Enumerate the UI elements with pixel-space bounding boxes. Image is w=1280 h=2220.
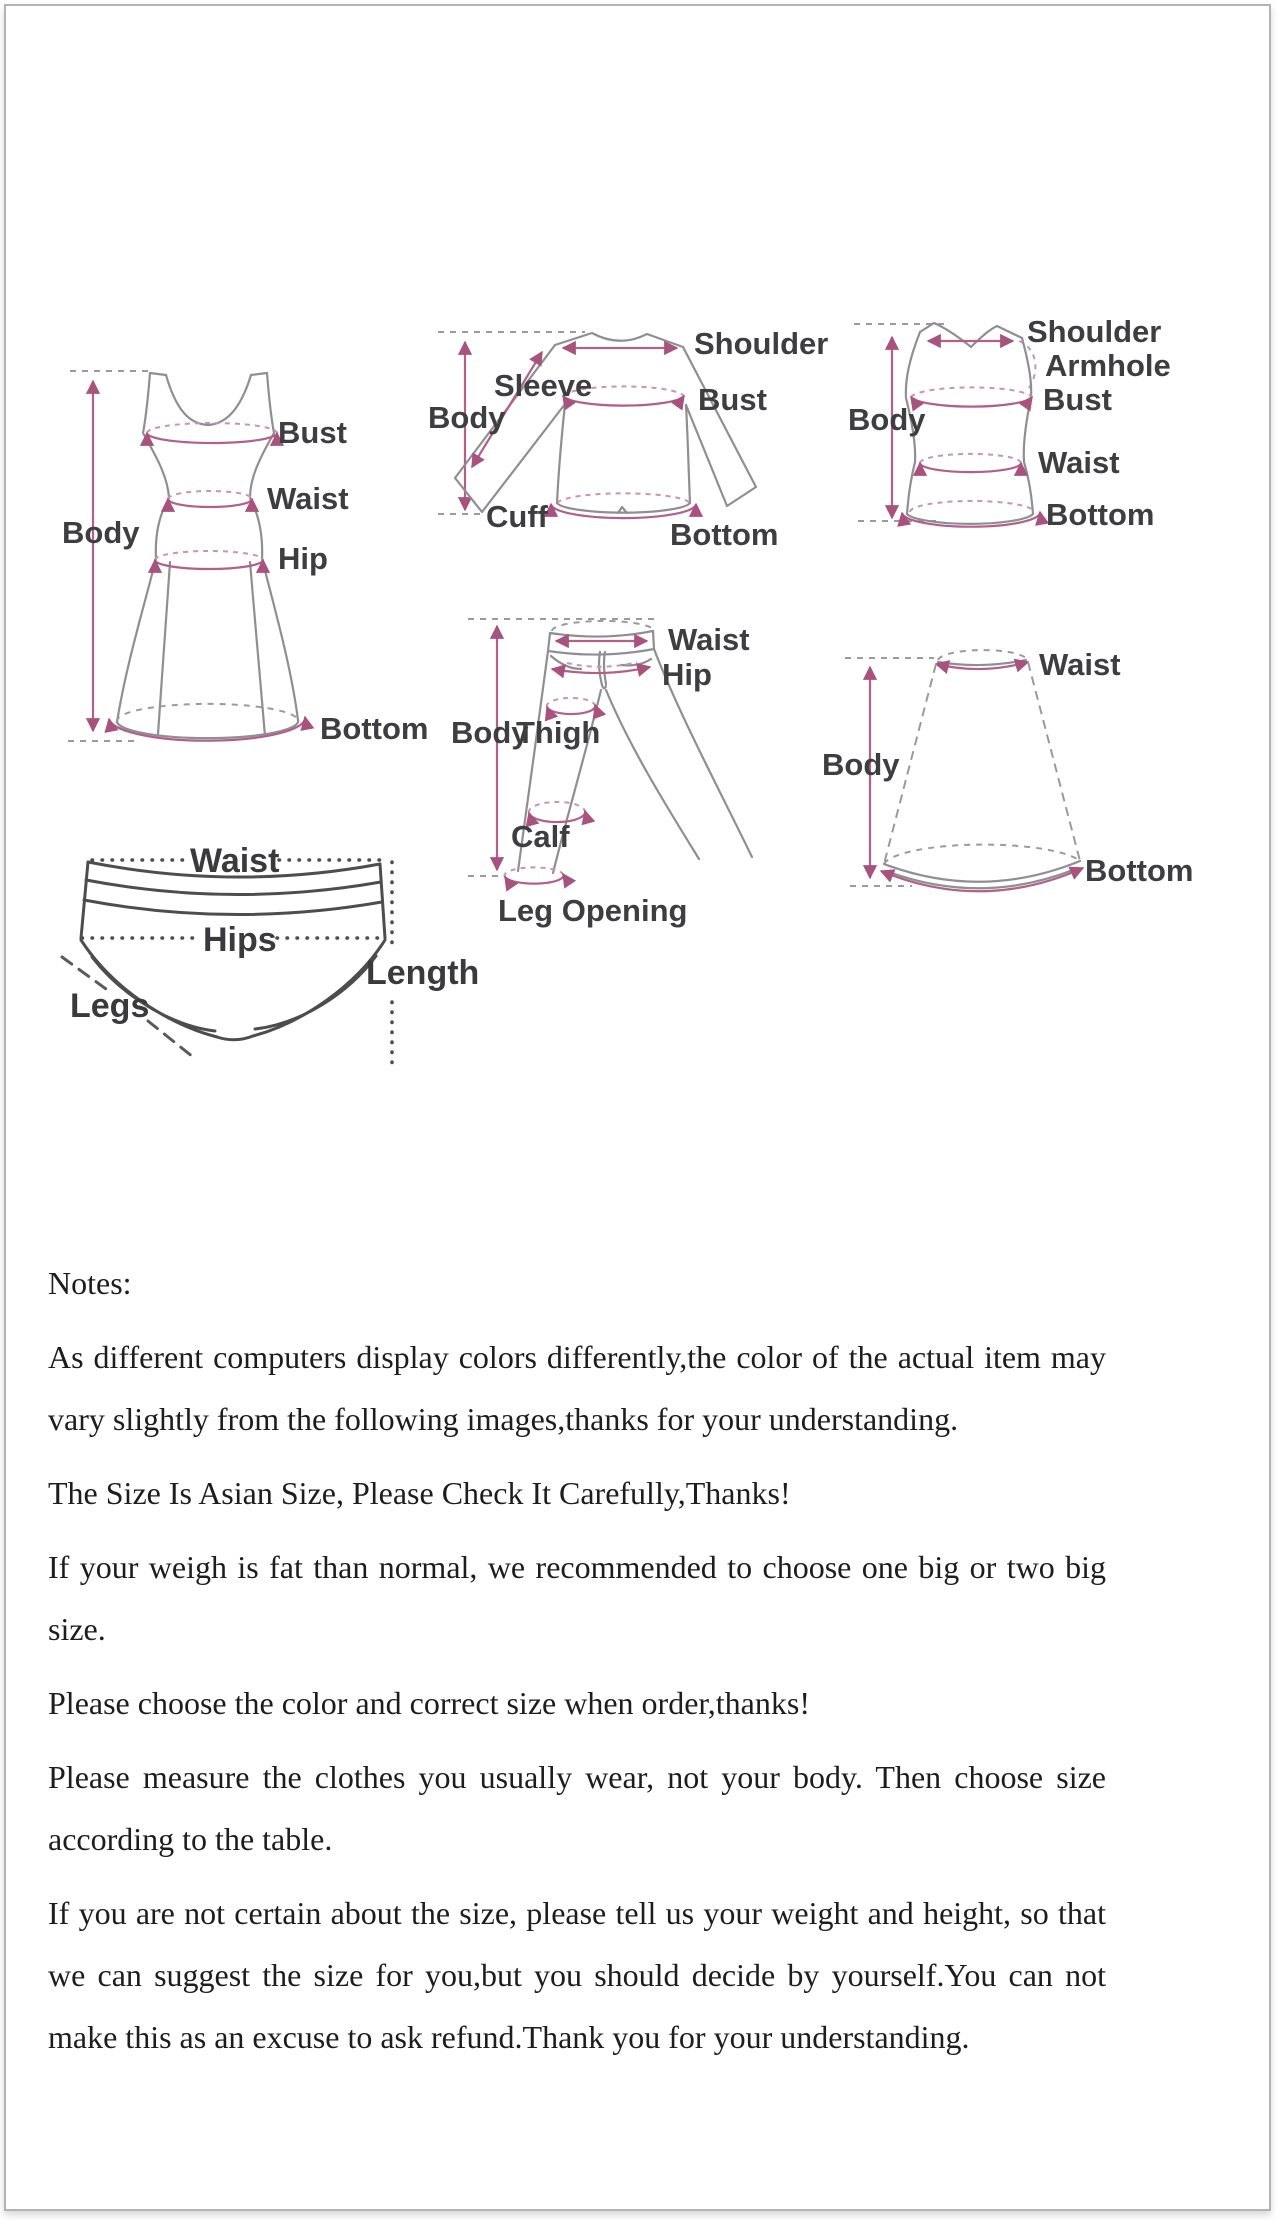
vest-label-armhole: Armhole: [1045, 348, 1171, 383]
skirt-label-body: Body: [822, 747, 900, 782]
vest-label-waist: Waist: [1038, 445, 1120, 480]
dress-waist-arrow: [168, 499, 252, 507]
dress-label-bottom: Bottom: [320, 711, 429, 746]
dress-label-waist: Waist: [267, 481, 349, 516]
skirt-label-waist: Waist: [1039, 647, 1121, 682]
notes-heading: Notes:: [48, 1265, 132, 1301]
pants-label-waist: Waist: [668, 622, 750, 657]
dress-label-bust: Bust: [278, 415, 347, 450]
vest-label-bottom: Bottom: [1046, 497, 1155, 532]
pants-label-body: Body: [451, 715, 529, 750]
pants-label-leg-opening: Leg Opening: [498, 893, 688, 928]
notes-paragraph: If you are not certain about the size, please tell us your weight and height, so that we can suggest the size for you,but you should decide by yourself.You can not make this as an excuse to ask refund.Thank you for your understanding.: [48, 1895, 1106, 2055]
skirt-label-bottom: Bottom: [1085, 853, 1194, 888]
dress-label-body: Body: [62, 515, 140, 550]
vest-label-bust: Bust: [1043, 382, 1112, 417]
dress-hip-arrow: [155, 560, 263, 569]
briefs-label-legs: Legs: [70, 987, 150, 1025]
top-label-sleeve: Sleeve: [494, 368, 593, 403]
briefs-diagram: [62, 860, 392, 1066]
pants-leg-opening-arrow: [505, 874, 564, 884]
top-label-bust: Bust: [698, 382, 767, 417]
top-label-bottom: Bottom: [670, 517, 779, 552]
pants-hip-arrow: [552, 667, 650, 673]
notes-paragraph: Please measure the clothes you usually wear, not your body. Then choose size according to the table.: [48, 1759, 1106, 1857]
notes-paragraph: The Size Is Asian Size, Please Check It Carefully,Thanks!: [48, 1475, 791, 1511]
notes-paragraph: If your weigh is fat than normal, we recommended to choose one big or two big size.: [48, 1549, 1106, 1647]
notes-paragraph: As different computers display colors differently,the color of the actual item may vary slightly from the following images,thanks for your understanding.: [48, 1339, 1106, 1437]
top-bottom-arrow: [551, 504, 696, 518]
vest-label-body: Body: [848, 402, 926, 437]
top-label-cuff: Cuff: [486, 499, 548, 534]
top-label-shoulder: Shoulder: [694, 326, 829, 361]
briefs-label-waist: Waist: [190, 842, 280, 880]
briefs-label-hips: Hips: [203, 921, 277, 959]
briefs-label-length: Length: [366, 954, 480, 992]
notes-paragraph: Please choose the color and correct size when order,thanks!: [48, 1685, 810, 1721]
pants-label-hip: Hip: [662, 657, 712, 692]
dress-bust-arrow: [147, 433, 277, 443]
notes-section: [48, 1252, 1106, 2080]
dress-diagram: [68, 371, 305, 741]
dress-label-hip: Hip: [278, 541, 328, 576]
vest-waist-arrow: [920, 463, 1021, 472]
pants-label-thigh: Thigh: [516, 715, 601, 750]
vest-bust-arrow: [911, 397, 1032, 407]
pants-label-calf: Calf: [511, 819, 570, 854]
vest-label-shoulder: Shoulder: [1027, 314, 1162, 349]
top-label-body: Body: [428, 400, 506, 435]
pants-thigh-arrow: [547, 705, 595, 714]
